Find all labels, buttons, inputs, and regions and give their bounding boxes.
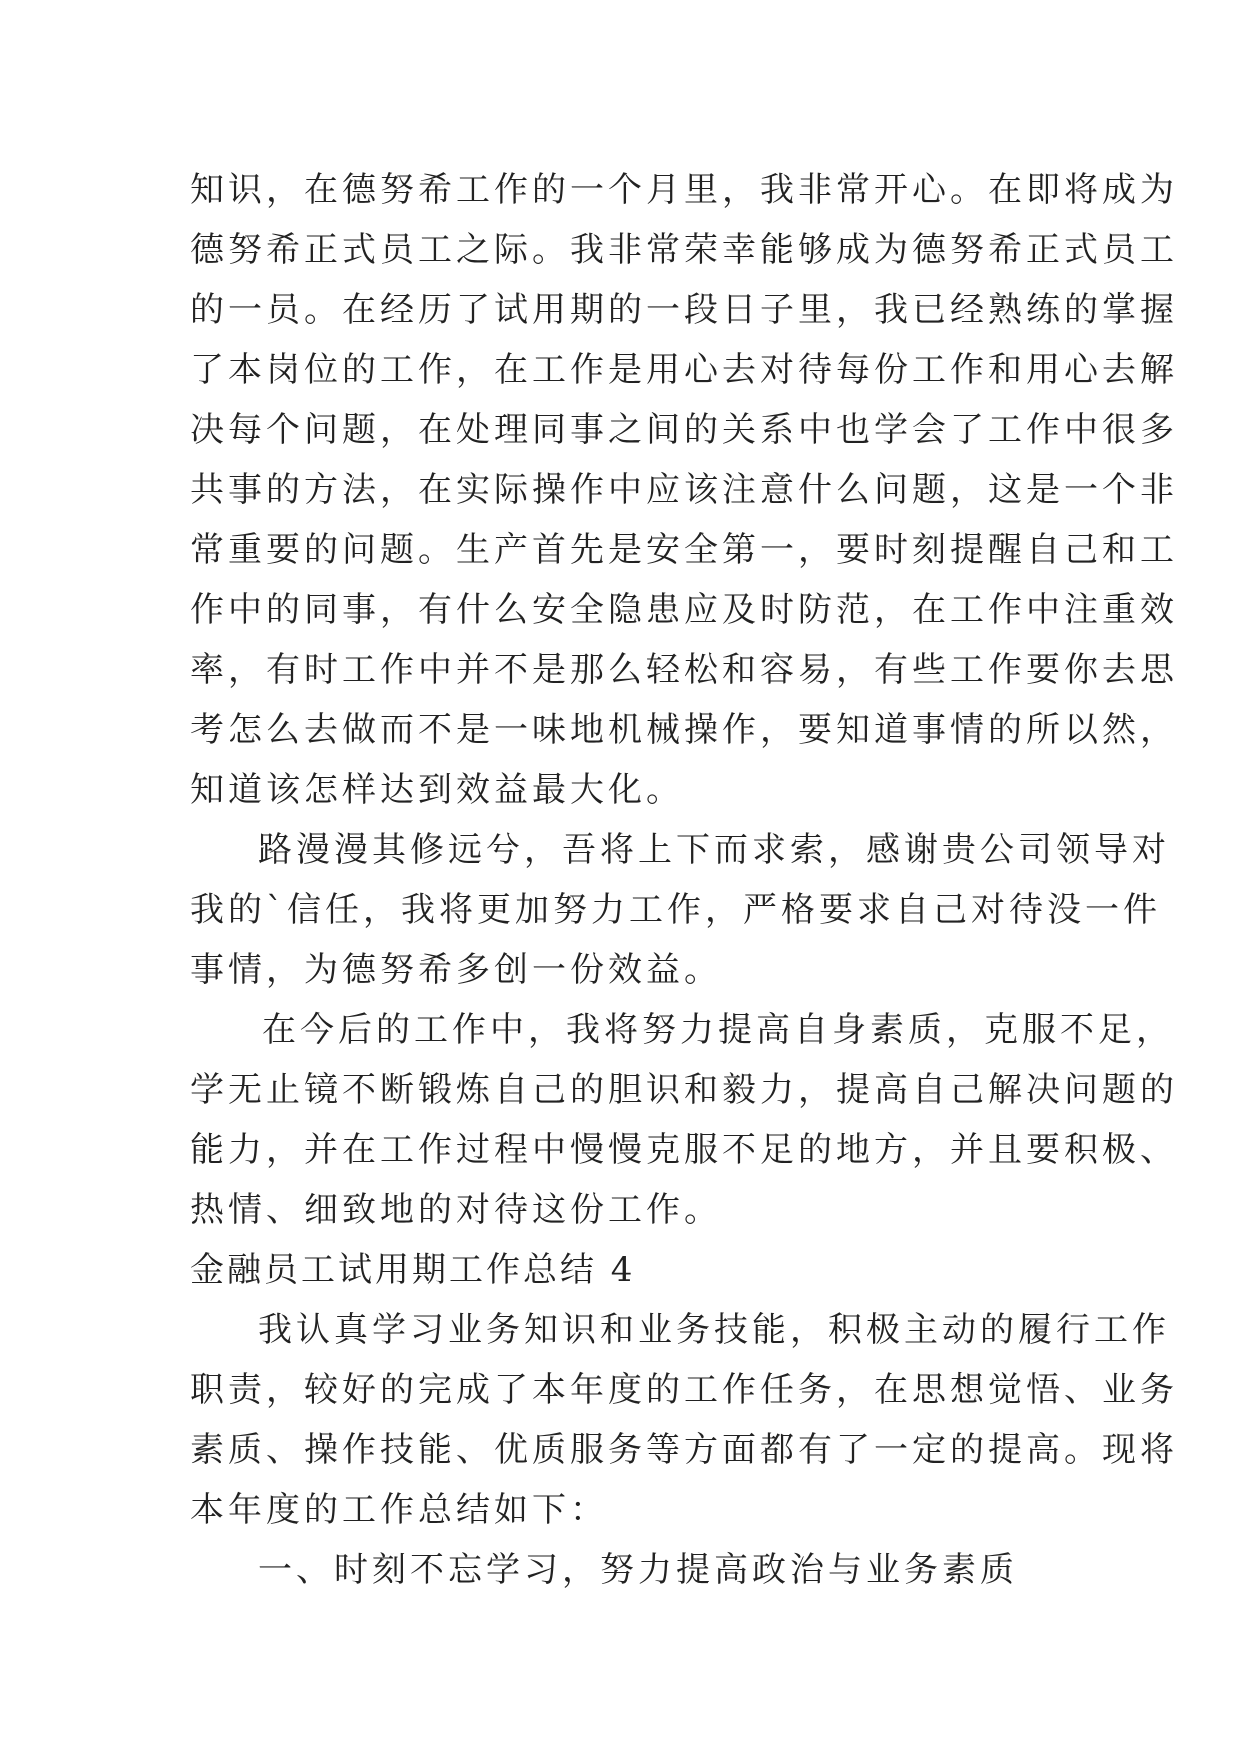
text-line: 素质、操作技能、优质服务等方面都有了一定的提高。现将 (190, 1430, 1178, 1470)
text-line: 知识，在德努希工作的一个月里，我非常开心。在即将成为 (190, 170, 1178, 210)
text-line: 德努希正式员工之际。我非常荣幸能够成为德努希正式员工 (190, 230, 1178, 270)
text-line: 在今后的工作中，我将努力提高自身素质，克服不足， (262, 1010, 1174, 1050)
text-line: 我的`信任，我将更加努力工作，严格要求自己对待没一件 (190, 890, 1161, 930)
section-heading: 金融员工试用期工作总结 4 (190, 1250, 636, 1290)
text-line: 知道该怎样达到效益最大化。 (190, 770, 684, 810)
paragraph-summary-intro (190, 1300, 1178, 1540)
paragraph-gratitude (190, 820, 1170, 1000)
text-line: 率，有时工作中并不是那么轻松和容易，有些工作要你去思 (190, 650, 1178, 690)
paragraph-subheading (190, 1540, 1070, 1600)
text-line: 决每个问题，在处理同事之间的关系中也学会了工作中很多 (190, 410, 1178, 450)
text-line: 学无止镜不断锻炼自己的胆识和毅力，提高自己解决问题的 (190, 1070, 1178, 1110)
text-line: 事情，为德努希多创一份效益。 (190, 950, 722, 990)
text-line: 我认真学习业务知识和业务技能，积极主动的履行工作 (258, 1310, 1170, 1350)
text-line: 路漫漫其修远兮，吾将上下而求索，感谢贵公司领导对 (258, 830, 1170, 870)
text-line: 一、时刻不忘学习，努力提高政治与业务素质 (258, 1550, 1018, 1590)
text-line: 共事的方法，在实际操作中应该注意什么问题，这是一个非 (190, 470, 1178, 510)
text-line: 常重要的问题。生产首先是安全第一，要时刻提醒自己和工 (190, 530, 1178, 570)
text-line: 了本岗位的工作，在工作是用心去对待每份工作和用心去解 (190, 350, 1178, 390)
document-body (190, 160, 1178, 1600)
text-line: 的一员。在经历了试用期的一段日子里，我已经熟练的掌握 (190, 290, 1178, 330)
text-line: 职责，较好的完成了本年度的工作任务，在思想觉悟、业务 (190, 1370, 1178, 1410)
text-line: 本年度的工作总结如下： (190, 1490, 608, 1530)
text-line: 作中的同事，有什么安全隐患应及时防范，在工作中注重效 (190, 590, 1178, 630)
paragraph-continued (190, 160, 1178, 820)
text-line: 考怎么去做而不是一味地机械操作，要知道事情的所以然， (190, 710, 1178, 750)
paragraph-future-work (190, 1000, 1178, 1240)
text-line: 能力，并在工作过程中慢慢克服不足的地方，并且要积极、 (190, 1130, 1178, 1170)
text-line: 热情、细致地的对待这份工作。 (190, 1190, 722, 1230)
